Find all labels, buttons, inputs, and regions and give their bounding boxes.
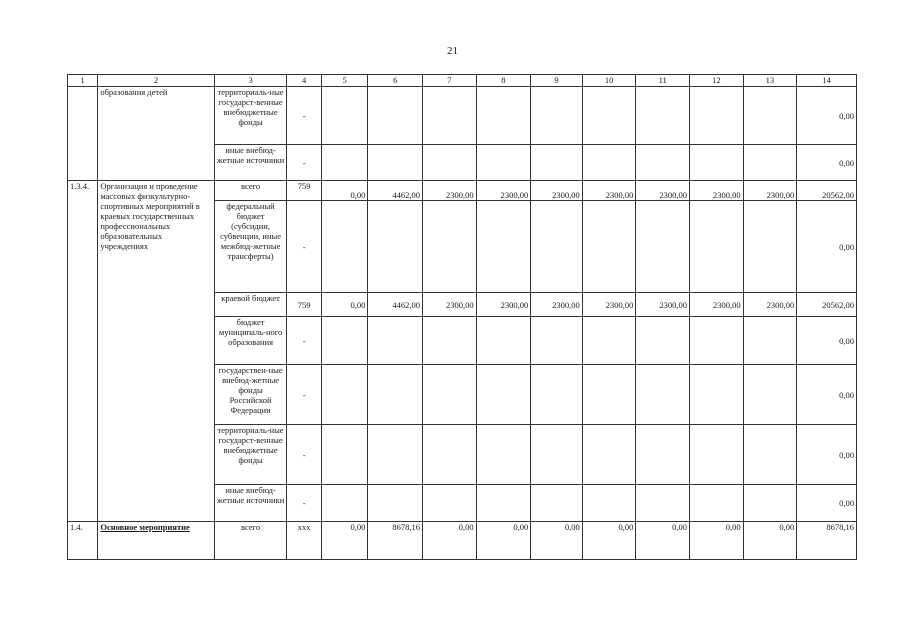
cell-c10: 2300,00 (582, 293, 636, 317)
cell-c4: - (287, 425, 321, 485)
cell-c4: 759 (287, 181, 321, 201)
cell-c12: 2300,00 (690, 181, 744, 201)
table-row (68, 87, 857, 145)
cell-c10: 2300,00 (582, 181, 636, 201)
cell-total: 0,00 (797, 317, 857, 365)
funding-source: государствен-ные внебюд-жетные фонды Российской Федерации (214, 365, 287, 425)
cell-c11: 2300,00 (636, 293, 690, 317)
cell-c4: - (287, 145, 321, 181)
funding-source: бюджет муниципаль-ного образования (214, 317, 287, 365)
cell-c4: - (287, 87, 321, 145)
cell-c12: 2300,00 (690, 293, 744, 317)
table-row (68, 522, 857, 560)
cell-c7: 2300,00 (423, 293, 477, 317)
budget-table (67, 74, 857, 560)
cell-c13: 2300,00 (743, 181, 797, 201)
header-cell: 9 (531, 75, 583, 87)
header-cell: 14 (797, 75, 857, 87)
cell-c5: 0,00 (321, 522, 368, 560)
cell-c8: 2300,00 (476, 293, 531, 317)
cell-total: 8678,16 (797, 522, 857, 560)
cell-c5: 0,00 (321, 293, 368, 317)
row-number: 1.4. (68, 522, 98, 560)
cell-c5: 0,00 (321, 181, 368, 201)
cell-total: 0,00 (797, 201, 857, 293)
row-number (68, 87, 98, 181)
table-row (68, 181, 857, 201)
funding-source: территориаль-ные государст-венные внебюджетные фонды (214, 425, 287, 485)
cell-c4: - (287, 485, 321, 522)
cell-total: 0,00 (797, 87, 857, 145)
cell-c4: - (287, 365, 321, 425)
header-cell: 3 (214, 75, 287, 87)
header-cell: 12 (690, 75, 744, 87)
funding-source: всего (214, 181, 287, 201)
item-name: Организация и проведение массовых физкультурно-спортивных мероприятий в краевых государственных профессиональных образовательных учреждениях (98, 181, 214, 522)
cell-c8: 2300,00 (476, 181, 531, 201)
page-number: 21 (447, 45, 458, 57)
cell-c4: - (287, 317, 321, 365)
row-number: 1.3.4. (68, 181, 98, 522)
funding-source: федеральный бюджет (субсидии, субвенции, иные межбюд-жетные трансферты) (214, 201, 287, 293)
cell-total: 20562,00 (797, 293, 857, 317)
header-cell: 5 (321, 75, 368, 87)
cell-total: 0,00 (797, 145, 857, 181)
cell-c6: 4462,00 (368, 293, 423, 317)
cell-c9: 2300,00 (531, 293, 583, 317)
header-cell: 4 (287, 75, 321, 87)
funding-source: иные внебюд-жетные источники (214, 485, 287, 522)
item-name: образования детей (98, 87, 214, 181)
cell-total: 0,00 (797, 365, 857, 425)
cell-c12: 0,00 (690, 522, 744, 560)
header-cell: 13 (743, 75, 797, 87)
cell-c8: 0,00 (476, 522, 531, 560)
cell-total: 0,00 (797, 425, 857, 485)
funding-source: краевой бюджет (214, 293, 287, 317)
cell-c6: 4462,00 (368, 181, 423, 201)
header-cell: 11 (636, 75, 690, 87)
funding-source: территориаль-ные государст-венные внебюджетные фонды (214, 87, 287, 145)
cell-c9: 0,00 (531, 522, 583, 560)
cell-total: 20562,00 (797, 181, 857, 201)
cell-c13: 0,00 (743, 522, 797, 560)
cell-c4: ххх (287, 522, 321, 560)
cell-c10: 0,00 (582, 522, 636, 560)
cell-c4: - (287, 201, 321, 293)
funding-source: всего (214, 522, 287, 560)
header-cell: 10 (582, 75, 636, 87)
item-name: Основное мероприятие (98, 522, 214, 560)
cell-c11: 2300,00 (636, 181, 690, 201)
header-row (68, 75, 857, 87)
cell-c7: 0,00 (423, 522, 477, 560)
header-cell: 7 (423, 75, 477, 87)
header-cell: 2 (98, 75, 214, 87)
header-cell: 6 (368, 75, 423, 87)
cell-c6: 8678,16 (368, 522, 423, 560)
cell-c7: 2300,00 (423, 181, 477, 201)
header-cell: 1 (68, 75, 98, 87)
header-cell: 8 (476, 75, 531, 87)
funding-source: иные внебюд-жетные источники (214, 145, 287, 181)
cell-total: 0,00 (797, 485, 857, 522)
cell-c11: 0,00 (636, 522, 690, 560)
cell-c4: 759 (287, 293, 321, 317)
cell-c13: 2300,00 (743, 293, 797, 317)
cell-c9: 2300,00 (531, 181, 583, 201)
